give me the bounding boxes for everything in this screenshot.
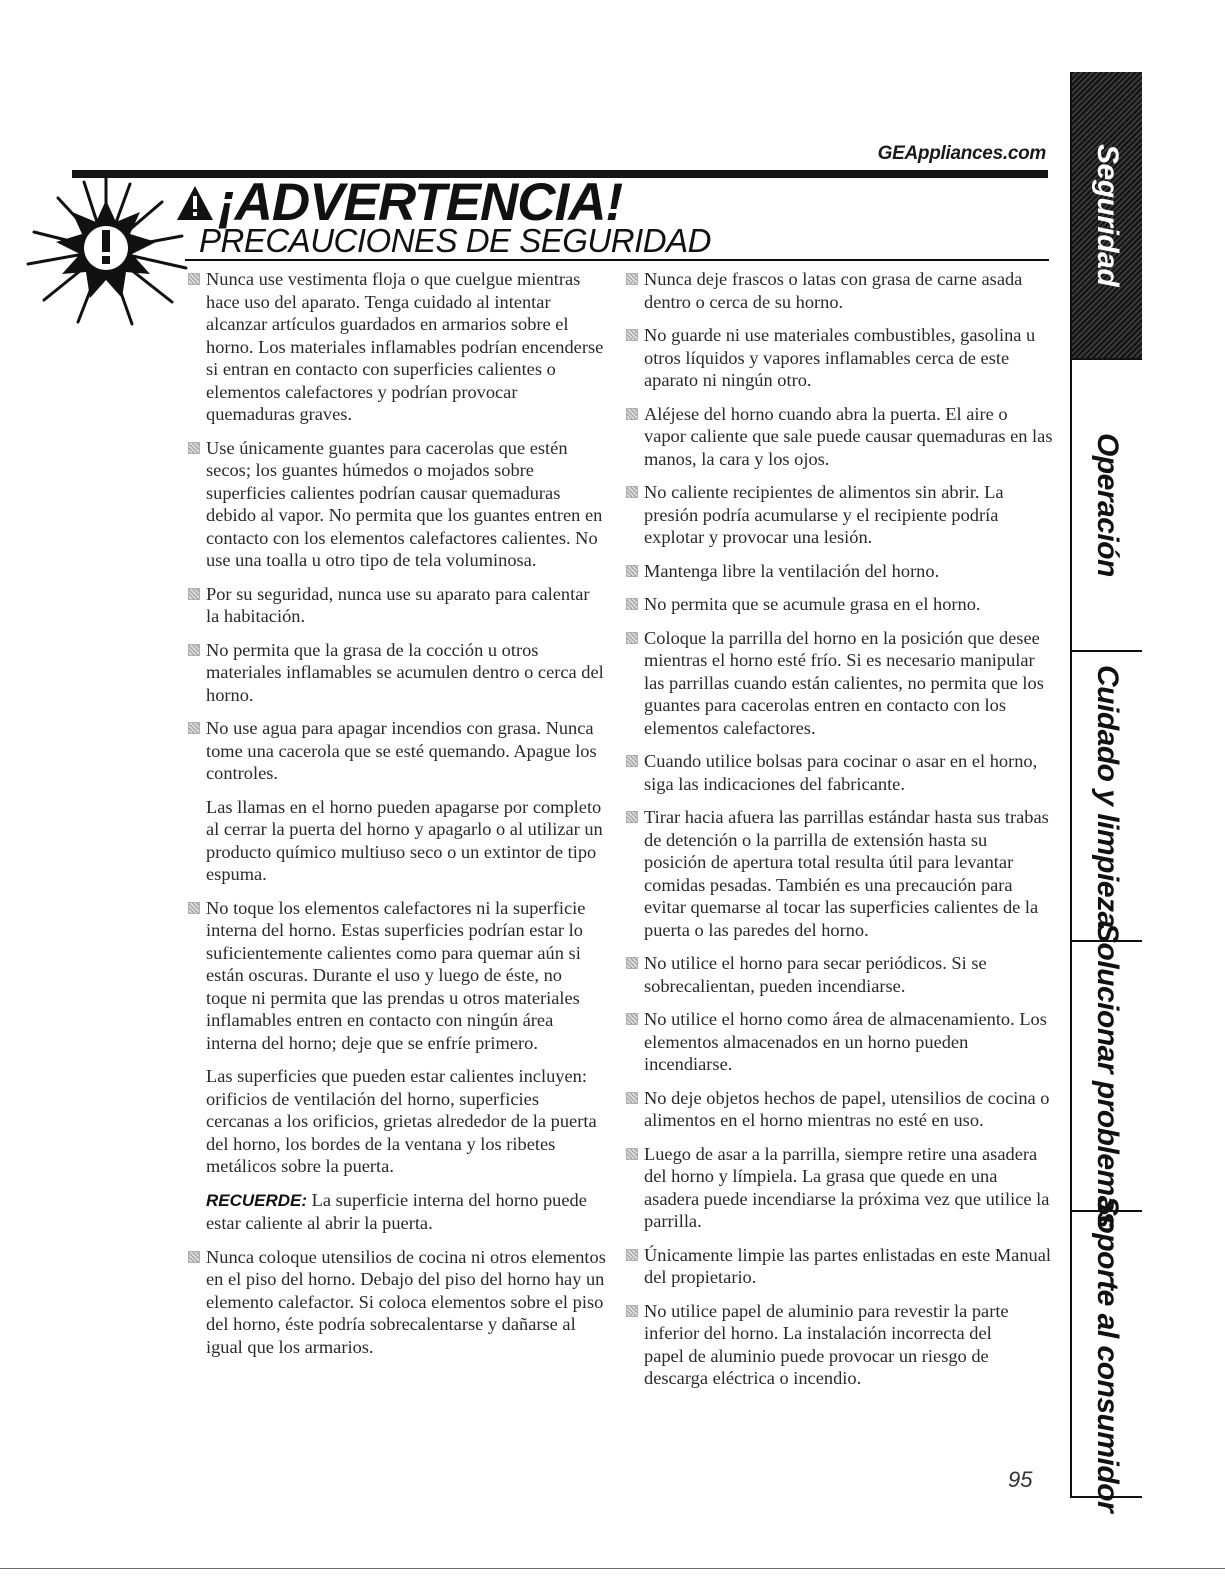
item-text: No use agua para apagar incendios con grasa. Nunca tome una cacerola que se esté quemando. Apague los controles. bbox=[206, 718, 597, 783]
note-text: La superficie interna del horno puede estar caliente al abrir la puerta. bbox=[206, 1189, 587, 1233]
warning-title: ¡ADVERTENCIA! bbox=[218, 173, 623, 232]
item-text: No utilice el horno para secar periódicos. Si se sobrecalientan, pueden incendiarse. bbox=[644, 953, 987, 996]
safety-item bbox=[624, 627, 1054, 740]
subtitle-rule bbox=[185, 259, 1049, 261]
tab-label: Soporte al consumidor bbox=[1091, 1195, 1124, 1513]
bullet-icon bbox=[626, 598, 638, 610]
bullet-icon bbox=[626, 565, 638, 577]
tab-label: Operación bbox=[1091, 433, 1124, 577]
bullet-icon bbox=[626, 811, 638, 823]
bullet-icon bbox=[188, 902, 200, 914]
item-text: No utilice el horno como área de almacenamiento. Los elementos almacenados en un horno pueden incendiarse. bbox=[644, 1009, 1047, 1074]
safety-paragraph: Las superficies que pueden estar calientes incluyen: orificios de ventilación del horno, superficies cercanas a los orificios, grietas alrededor de la puerta del horno, los bordes de la ventana y los ribetes metálicos sobre la puerta. bbox=[206, 1066, 597, 1176]
safety-item bbox=[624, 403, 1054, 471]
safety-item bbox=[624, 1300, 1014, 1390]
bullet-icon bbox=[626, 408, 638, 420]
bullet-icon bbox=[188, 273, 200, 285]
item-text: Tirar hacia afuera las parrillas estándar hasta sus trabas de detención o la parrilla de extensión hasta su posición de apertura total resulta útil para levantar comidas pesadas. También es una precaución para evitar quemarse al tocar las superficies calientes de la puerta o las paredes del horno. bbox=[644, 807, 1049, 940]
item-text: No permita que la grasa de la cocción u otros materiales inflamables se acumulen dentro o cerca del horno. bbox=[206, 639, 604, 705]
warning-triangle-icon bbox=[176, 185, 214, 221]
safety-item bbox=[624, 1087, 1054, 1132]
item-text: Use únicamente guantes para cacerolas que estén secos; los guantes húmedos o mojados sobre superficies calientes podrían causar quemaduras debido al vapor. No permita que los guantes entren en contacto con los elementos calefactores calientes. No use una toalla u otro tipo de tela voluminosa. bbox=[206, 437, 603, 570]
tab-label: Cuidado y limpieza bbox=[1091, 664, 1124, 928]
item-text: Únicamente limpie las partes enlistadas en este Manual del propietario. bbox=[644, 1244, 1052, 1287]
safety-item bbox=[624, 481, 1054, 549]
bullet-icon bbox=[626, 329, 638, 341]
item-text: Cuando utilice bolsas para cocinar o asar en el horno, siga las indicaciones del fabricante. bbox=[644, 751, 1038, 794]
bullet-icon bbox=[188, 1251, 200, 1263]
safety-item bbox=[624, 324, 1054, 392]
section-tabs bbox=[1070, 72, 1142, 1513]
item-text: Nunca deje frascos o latas con grasa de carne asada dentro o cerca de su horno. bbox=[644, 269, 1023, 312]
item-text: Nunca coloque utensilios de cocina ni otros elementos en el piso del horno. Debajo del piso del horno hay un elemento calefactor. Si coloca elementos sobre el piso del horno, éste podría sobrecalentarse y dañarse al igual que los armarios. bbox=[206, 1246, 606, 1357]
bullet-icon bbox=[626, 632, 638, 644]
item-text: Mantenga libre la ventilación del horno. bbox=[644, 560, 940, 581]
safety-item bbox=[624, 1244, 1054, 1289]
bullet-icon bbox=[626, 957, 638, 969]
bullet-icon bbox=[626, 1249, 638, 1261]
warning-subtitle: PRECAUCIONES DE SEGURIDAD bbox=[199, 222, 711, 259]
safety-item bbox=[624, 268, 1054, 313]
safety-paragraph: Las llamas en el horno pueden apagarse por completo al cerrar la puerta del horno y apagarlo o al utilizar un producto químico multiuso seco o un extintor de tipo espuma. bbox=[206, 796, 603, 884]
bullet-icon bbox=[188, 588, 200, 600]
bullet-icon bbox=[626, 273, 638, 285]
page-bottom-rule bbox=[0, 1568, 1225, 1569]
item-text: No caliente recipientes de alimentos sin abrir. La presión podría acumularse y el recipiente podría explotar y provocar una lesión. bbox=[644, 482, 1004, 547]
item-text: Aléjese del horno cuando abra la puerta. El aire o vapor caliente que sale puede causar quemaduras en las manos, la cara y los ojos. bbox=[644, 403, 1053, 469]
tab-soporte-consumidor[interactable] bbox=[1072, 1195, 1142, 1513]
safety-item bbox=[186, 639, 606, 707]
bullet-icon bbox=[626, 1305, 638, 1317]
bullet-icon bbox=[626, 1148, 638, 1160]
safety-item bbox=[186, 897, 606, 1055]
site-url: GEAppliances.com bbox=[877, 143, 1046, 164]
tab-cuidado-limpieza[interactable] bbox=[1072, 652, 1142, 942]
item-text: Nunca use vestimenta floja o que cuelgue mientras hace uso del aparato. Tenga cuidado al intentar alcanzar artículos guardados en armarios sobre el horno. Los materiales inflamables podrían encenderse si entran en contacto con superficies calientes o elementos calefactores y podrían provocar quemaduras graves. bbox=[206, 269, 604, 424]
left-column bbox=[186, 268, 606, 1369]
item-text: Luego de asar a la parrilla, siempre retire una asadera del horno y límpiela. La grasa que quede en una asadera puede incendiarse la próxima vez que utilice la parrilla. bbox=[644, 1143, 1050, 1231]
bullet-icon bbox=[626, 1092, 638, 1104]
tab-label: Seguridad bbox=[1091, 143, 1124, 287]
item-text: No utilice papel de aluminio para revestir la parte inferior del horno. La instalación incorrecta del papel de aluminio puede provocar un riesgo de descarga eléctrica o incendio. bbox=[644, 1300, 1009, 1388]
item-text: No deje objetos hechos de papel, utensilios de cocina o alimentos en el horno mientras no esté en uso. bbox=[644, 1087, 1050, 1130]
safety-item bbox=[186, 437, 606, 572]
remember-note bbox=[186, 1189, 606, 1235]
safety-item bbox=[624, 1008, 1054, 1076]
tab-solucionar-problemas[interactable] bbox=[1072, 923, 1142, 1229]
safety-item bbox=[624, 952, 1054, 997]
safety-item bbox=[624, 806, 1054, 941]
safety-item bbox=[624, 560, 1054, 583]
bullet-icon bbox=[188, 722, 200, 734]
right-column bbox=[624, 268, 1054, 1401]
bullet-icon bbox=[626, 486, 638, 498]
item-text: Por su seguridad, nunca use su aparato para calentar la habitación. bbox=[206, 583, 590, 626]
bullet-icon bbox=[188, 644, 200, 656]
safety-item bbox=[624, 1143, 1054, 1233]
bullet-icon bbox=[626, 1013, 638, 1025]
safety-item bbox=[186, 717, 606, 785]
warning-burst-icon bbox=[22, 172, 190, 332]
tab-operacion[interactable] bbox=[1072, 360, 1142, 652]
item-text: No guarde ni use materiales combustibles, gasolina u otros líquidos y vapores inflamables cerca de este aparato ni ningún otro. bbox=[644, 325, 1036, 390]
tab-seguridad[interactable] bbox=[1072, 72, 1142, 360]
item-text: No toque los elementos calefactores ni la superficie interna del horno. Estas superficies podrían estar lo suficientemente calientes como para quemar aún si están oscuras. Durante el uso y luego de éste, no toque ni permita que las prendas u otros materiales inflamables entren en contacto con ningún área interna del horno; deje que se enfríe primero. bbox=[206, 897, 586, 1053]
item-text: No permita que se acumule grasa en el horno. bbox=[644, 594, 981, 614]
page-number: 95 bbox=[1008, 1467, 1033, 1492]
safety-item bbox=[186, 268, 606, 426]
bullet-icon bbox=[188, 442, 200, 454]
safety-item bbox=[186, 1246, 606, 1359]
bullet-icon bbox=[626, 755, 638, 767]
item-text: Coloque la parrilla del horno en la posición que desee mientras el horno esté frío. Si es necesario manipular las parrillas cuando están calientes, no permita que los guantes para cacerolas entren en contacto con los elementos calefactores. bbox=[644, 627, 1044, 738]
note-label: RECUERDE: bbox=[206, 1190, 308, 1210]
safety-item bbox=[624, 593, 1054, 616]
safety-item bbox=[624, 750, 1054, 795]
tab-label: Solucionar problemas bbox=[1091, 923, 1124, 1229]
safety-item bbox=[186, 583, 606, 628]
